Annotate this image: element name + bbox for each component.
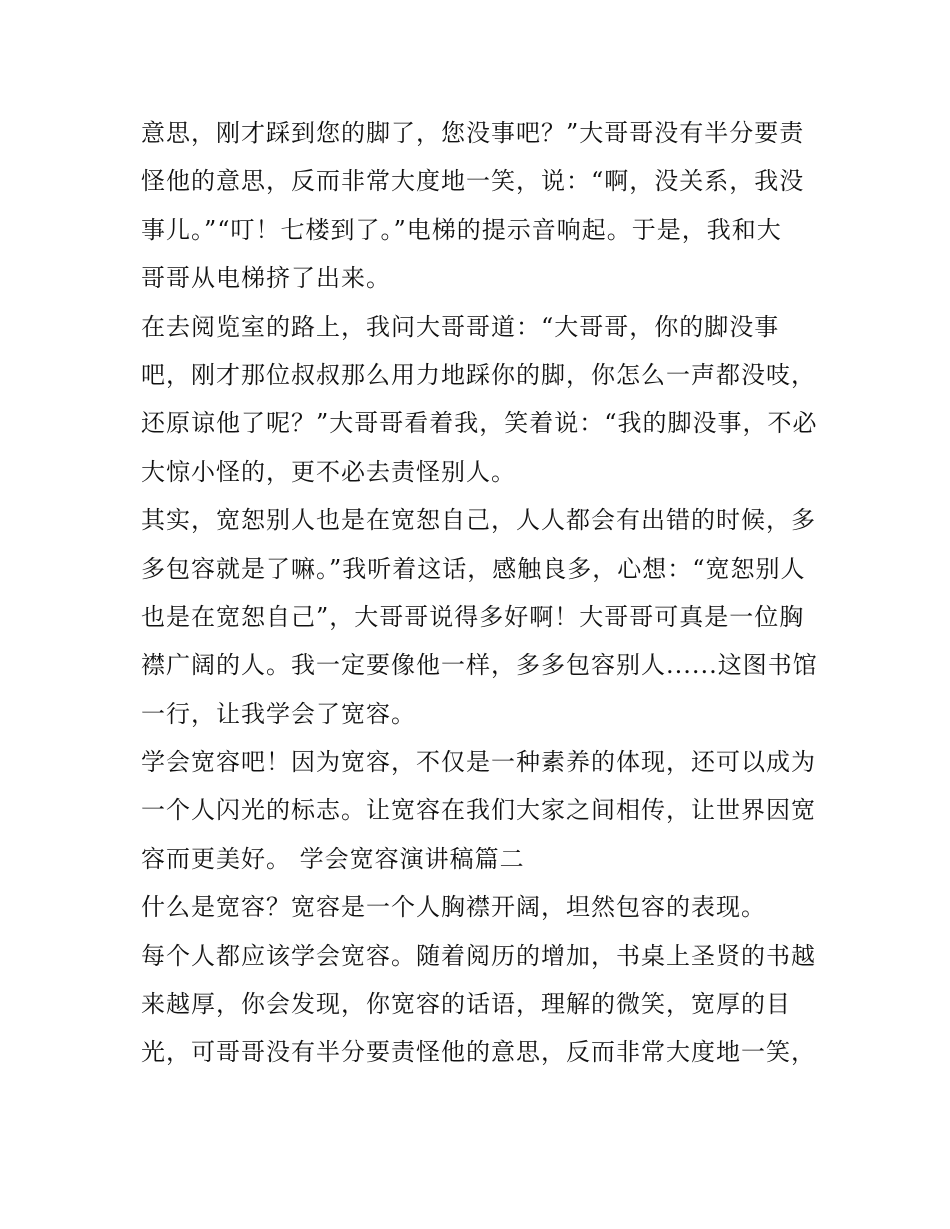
text-line: 哥哥从电梯挤了出来。 [141,264,391,293]
document-body [141,109,821,1077]
text-line: 意思，刚才踩到您的脚了，您没事吧？”大哥哥没有半分要责 [141,119,805,147]
text-line: 来越厚，你会发现，你宽容的话语，理解的微笑，宽厚的目 [141,990,791,1019]
text-line: 光，可哥哥没有半分要责怪他的意思，反而非常大度地一笑， [141,1038,816,1067]
text-line: 每个人都应该学会宽容。随着阅历的增加，书桌上圣贤的书越 [141,941,816,970]
text-line: 其实，宽恕别人也是在宽恕自己，人人都会有出错的时候，多 [141,506,816,535]
text-line: 多包容就是了嘛。”我听着这话，感触良多，心想：“宽恕别人 [141,554,806,583]
text-line: 襟广阔的人。我一定要像他一样，多多包容别人......这图书馆 [141,651,818,680]
text-line: 在去阅览室的路上，我问大哥哥道：“大哥哥，你的脚没事 [141,312,780,341]
text-line: 也是在宽恕自己”，大哥哥说得多好啊！大哥哥可真是一位胸 [141,602,805,631]
text-line: 还原谅他了呢？”大哥哥看着我，笑着说：“我的脚没事，不必 [141,409,818,438]
text-line: 学会宽容吧！因为宽容，不仅是一种素养的体现，还可以成为 [141,748,816,777]
text-line: 吧，刚才那位叔叔那么用力地踩你的脚，你怎么一声都没吱， [141,360,816,389]
text-line: 大惊小怪的，更不必去责怪别人。 [141,457,516,486]
text-line: 什么是宽容？宽容是一个人胸襟开阔，坦然包容的表现。 [141,893,766,922]
text-line: 容而更美好。 学会宽容演讲稿篇二 [141,844,525,873]
text-line: 一个人闪光的标志。让宽容在我们大家之间相传，让世界因宽 [141,796,816,825]
text-line: 怪他的意思，反而非常大度地一笑，说：“啊，没关系，我没 [141,167,805,196]
text-line: 事儿。”“叮！七楼到了。”电梯的提示音响起。于是，我和大 [141,215,782,244]
text-line: 一行，让我学会了宽容。 [141,699,416,728]
